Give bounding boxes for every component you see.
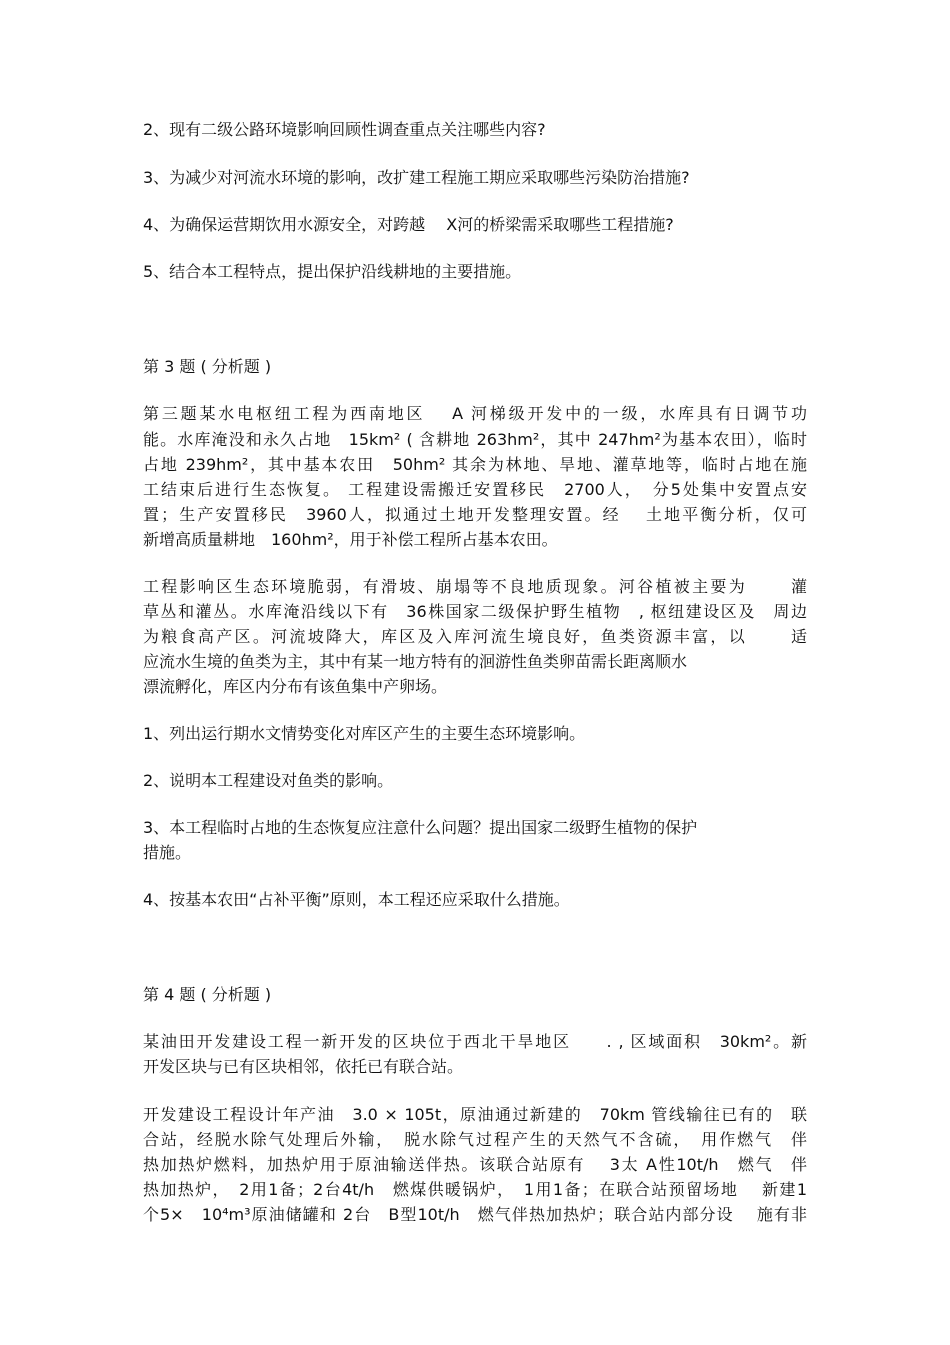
question-line: 2、说明本工程建设对鱼类的影响。 <box>143 771 394 790</box>
question-line: 1、列出运行期水文情势变化对库区产生的主要生态环境影响。 <box>143 724 586 743</box>
paragraph-line: 某油田开发建设工程一新开发的区块位于西北干旱地区 . , 区域面积 30km²。新 <box>143 1032 807 1051</box>
paragraph-line: 置；生产安置移民 3960人，拟通过土地开发整理安置。经 土地平衡分析，仅可 <box>143 505 807 524</box>
question-line: 5、结合本工程特点，提出保护沿线耕地的主要措施。 <box>143 262 522 281</box>
paragraph-line: 开发区块与已有区块相邻，依托已有联合站。 <box>143 1057 464 1076</box>
paragraph-line: 新增高质量耕地 160hm²，用于补偿工程所占基本农田。 <box>143 530 558 549</box>
question-line: 4、为确保运营期饮用水源安全，对跨越 X河的桥梁需采取哪些工程措施? <box>143 215 674 234</box>
paragraph-line: 草丛和灌丛。水库淹沿线以下有 36株国家二级保护野生植物 , 枢纽建设区及 周边 <box>143 602 807 621</box>
question-line: 4、按基本农田“占补平衡”原则，本工程还应采取什么措施。 <box>143 890 570 909</box>
paragraph-line: 热加热炉， 2用1备；2台4t/h 燃煤供暖锅炉， 1用1备；在联合站预留场地 新建1 <box>143 1180 807 1199</box>
paragraph-line: 第三题某水电枢纽工程为西南地区 A 河梯级开发中的一级，水库具有日调节功 <box>143 404 807 423</box>
paragraph-line: 工程影响区生态环境脆弱，有滑坡、崩塌等不良地质现象。河谷植被主要为 灌 <box>143 577 807 596</box>
paragraph-line: 占地 239hm²，其中基本农田 50hm² 其余为林地、旱地、灌草地等，临时占地在施 <box>143 455 807 474</box>
paragraph-line: 应流水生境的鱼类为主，其中有某一地方特有的洄游性鱼类卵苗需长距离顺水 <box>143 652 688 671</box>
paragraph-line: 能。水库淹没和永久占地 15km² ( 含耕地 263hm²，其中 247hm²为基本农田），临时 <box>143 430 807 449</box>
paragraph-line: 为粮食高产区。河流坡降大，库区及入库河流生境良好，鱼类资源丰富，以 适 <box>143 627 807 646</box>
paragraph-line: 工结束后进行生态恢复。 工程建设需搬迁安置移民 2700人， 分5处集中安置点安 <box>143 480 807 499</box>
question-line: 措施。 <box>143 843 192 862</box>
paragraph-line: 漂流孵化，库区内分布有该鱼集中产卵场。 <box>143 677 448 696</box>
paragraph-line: 个5× 10⁴m³原油储罐和 2台 B型10t/h 燃气伴热加热炉；联合站内部分设 施有非 <box>143 1205 807 1224</box>
question-line: 2、现有二级公路环境影响回顾性调查重点关注哪些内容? <box>143 120 546 139</box>
paragraph-line: 开发建设工程设计年产油 3.0 × 105t，原油通过新建的 70km 管线输往已有的 联 <box>143 1105 807 1124</box>
section-heading-q3: 第 3 题 ( 分析题 ) <box>143 357 272 376</box>
question-line: 3、为减少对河流水环境的影响，改扩建工程施工期应采取哪些污染防治措施? <box>143 168 690 187</box>
section-heading-q4: 第 4 题 ( 分析题 ) <box>143 985 272 1004</box>
paragraph-line: 合站，经脱水除气处理后外输， 脱水除气过程产生的天然气不含硫， 用作燃气 伴 <box>143 1130 807 1149</box>
question-line: 3、本工程临时占地的生态恢复应注意什么问题？提出国家二级野生植物的保护 <box>143 818 698 837</box>
paragraph-line: 热加热炉燃料，加热炉用于原油输送伴热。该联合站原有 3太 A性10t/h 燃气 伴 <box>143 1155 807 1174</box>
